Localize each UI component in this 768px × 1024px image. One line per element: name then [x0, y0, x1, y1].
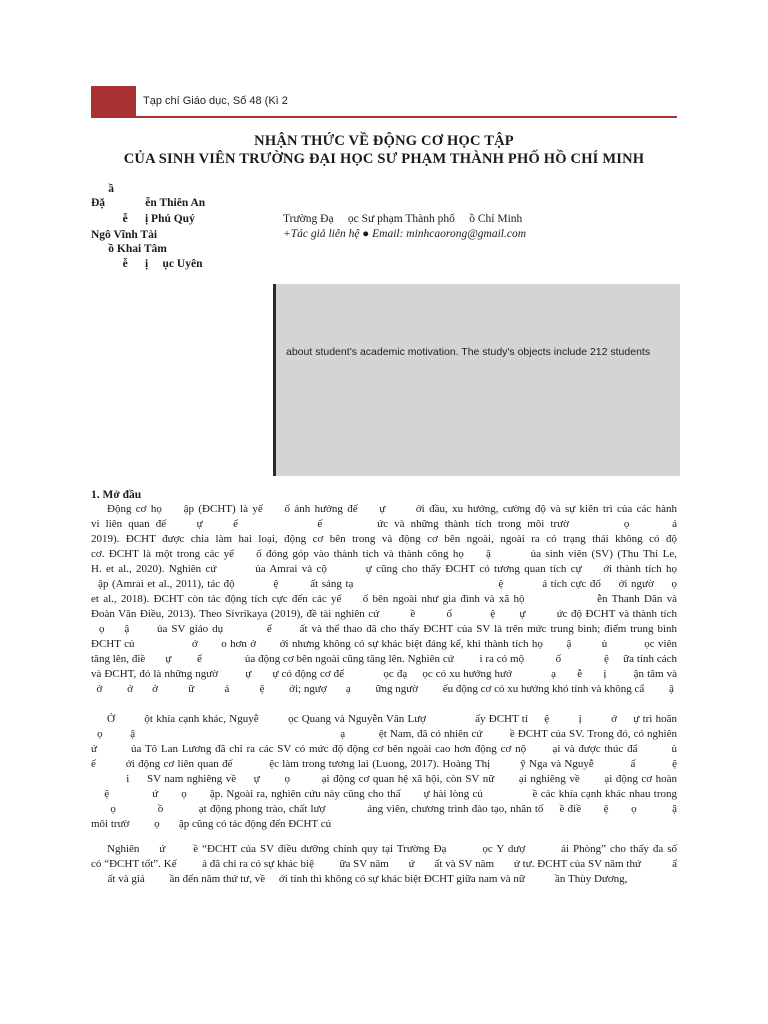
body-line: Động cơ họ ập (ĐCHT) là yế ố ảnh hưởng đế ự ởi đầu, xu hướng, cường độ và sự kiên trì của các hành: [107, 503, 677, 515]
body-line: và ĐCHT, đó là những ngườ ự ự có động cơ để ọc đạ ọc có xu hướng hướ ạ ễ ị ận tâm và: [91, 668, 677, 680]
author-name: ễ ị Phú Quý: [91, 213, 195, 225]
author-name: Ngô Vĩnh Tài: [91, 229, 158, 241]
body-line: et al., 2018). ĐCHT còn tác động tích cực đến các yế ố bên ngoài như gia đình và xã hộ ễn Thanh Dân và: [91, 593, 677, 605]
affiliation-university: Trường Đạ ọc Sư phạm Thành phố ồ Chí Minh: [283, 213, 523, 225]
body-line: tăng lên, điề ự ể ủa động cơ bên ngoài cũng tăng lên. Nghiên cứ i ra có mộ ố ệ ữa tính cách: [91, 653, 677, 665]
body-line: có “ĐCHT tốt”. Kế ả đã chỉ ra có sự khác biệ ữa SV năm ứ ất và SV năm ứ tư. ĐCHT của SV năm thứ ấ: [91, 858, 677, 870]
abstract-box: [273, 284, 680, 476]
section-heading: 1. Mở đầu: [91, 489, 142, 501]
body-line: ọ ậ ủa SV giáo dụ ể ất và thể thao đã cho thấy ĐCHT của SV là trên mức trung bình; điểm trung bình: [91, 623, 677, 635]
journal-name: Tạp chí Giáo dục, Số 48 (Kì 2: [143, 95, 288, 107]
author-name: ễ ị ục Uyên: [91, 258, 203, 270]
body-line: ọ ậ ạ ệt Nam, đã có nhiên cứ ề ĐCHT của SV. Trong đó, có nghiên: [91, 728, 677, 740]
paper-title-line-1: NHẬN THỨC VỀ ĐỘNG CƠ HỌC TẬP: [254, 133, 514, 149]
paper-title-line-2: CỦA SINH VIÊN TRƯỜNG ĐẠI HỌC SƯ PHẠM THÀNH PHỐ HỒ CHÍ MINH: [123, 151, 645, 167]
abstract-text: about student’s academic motivation. The study's objects include 212 students: [286, 346, 651, 358]
body-line: ở ở ở ữ ả ệ ới; ngượ ạ ững ngườ ếu động cơ có xu hướng khó tính và không cẩ ậ: [91, 683, 674, 695]
body-line: ập (Amrai et al., 2011), tác độ ệ ất sáng tạ ệ ả tích cực đố ới ngườ ọ: [91, 578, 677, 590]
body-line: ất và giả ần đến năm thứ tư, về ới tính thì không có sự khác biệt ĐCHT giữa nam và nữ ần Thùy Dương,: [91, 873, 628, 885]
header-rule: [91, 116, 677, 118]
author-name: Đặ ễn Thiên An: [91, 197, 206, 209]
body-line: H. et al., 2020). Nghiên cứ ủa Amrai và cộ ự cũng cho thấy ĐCHT có tương quan tích cự ới thành tích họ: [91, 563, 677, 575]
body-line: Đoàn Văn Điều, 2013). Theo Sivrikaya (2019), đề tài nghiên cứ ề ố ệ ự ức độ ĐCHT và thành tích: [91, 608, 677, 620]
journal-header-block: [91, 86, 136, 117]
author-line: ầ: [91, 183, 114, 195]
body-line: Nghiên ứ ề “ĐCHT của SV điều dưỡng chính quy tại Trường Đạ ọc Y dượ ải Phòng” cho thấy đa số: [107, 843, 677, 855]
corresponding-author-contact: +Tác giả liên hệ ● Email: minhcaorong@gmail.com: [283, 228, 527, 240]
body-line: ệ ứ ọ ập. Ngoài ra, nghiên cứu này cũng cho thấ ự hài lòng củ ề các khía cạnh khác nhau trong: [91, 788, 677, 800]
body-line: Ở ột khía cạnh khác, Nguyễ ọc Quang và Nguyễn Văn Lượ ấy ĐCHT tỉ ệ ị ớ ự trì hoãn: [107, 713, 677, 725]
body-line: ọ ồ ạt động phong trào, chất lượ ảng viên, chương trình đào tạo, nhân tố ề điề ệ ọ ậ: [91, 803, 677, 815]
body-line: ế ởi động cơ liên quan đế ệc làm trong tương lai (Luong, 2017). Hoàng Thị ỹ Nga và Nguyễ ấ ệ: [91, 758, 677, 770]
body-line: i SV nam nghiêng về ự ọ ại động cơ quan hệ xã hội, còn SV nữ ại nghiêng về ại động cơ hoàn: [91, 773, 677, 785]
body-line: 2019). ĐCHT được chia làm hai loại, động cơ bên trong và động cơ bên ngoài, ngoài ra có trạng thái không có độ: [91, 533, 677, 545]
body-line: môi trườ ọ ập cũng có tác động đến ĐCHT củ: [91, 818, 332, 830]
body-line: ĐCHT củ ớ o hơn ở ới nhưng không có sự khác biệt đáng kể, khi thành tích họ ậ ủ ọc viên: [91, 638, 677, 650]
body-line: ứ ủa Tô Lan Lương đã chỉ ra các SV có mức độ động cơ bên ngoài cao hơn động cơ nộ ại và được thúc đẩ ủ: [91, 743, 677, 755]
author-name: ồ Khai Tâm: [91, 243, 167, 255]
body-line: cơ. ĐCHT là một trong các yế ố đóng góp vào thành tích và thành công họ ậ ủa sinh viên (SV) (Thu Thi Le,: [91, 548, 677, 560]
body-line: vi liên quan đế ự ế ế ức và những thành tích trong môi trườ ọ ả: [91, 518, 677, 530]
